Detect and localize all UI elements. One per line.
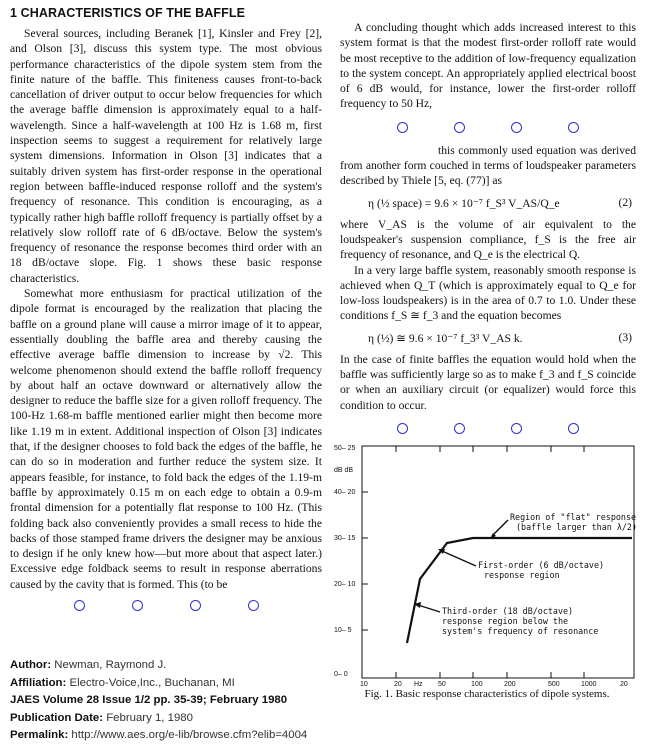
equation-2-number: (2) xyxy=(618,195,632,209)
pubdate-label: Publication Date: xyxy=(10,711,104,724)
section-heading: 1 CHARACTERISTICS OF THE BAFFLE xyxy=(10,6,246,20)
permalink-label: Permalink: xyxy=(10,729,69,741)
annotation-flat-line2: (baffle larger than λ/2) xyxy=(516,522,638,532)
y-tick-label: 20– 10 xyxy=(334,581,356,588)
pubdate-row xyxy=(10,710,340,728)
x-axis-unit: Hz xyxy=(414,681,423,688)
author-label: Author: xyxy=(10,659,52,671)
omission-circle-icon xyxy=(248,600,259,611)
body-paragraph-1: Several sources, including Beranek [1], Kinsler and Frey [2], and Olson [3], discuss this system type. The most obvious performance characteristics of the dipole system stem from the finite nature of the baffle. This finiteness causes front-to-back cancellation of driver output to occur below frequencies for which the average baffle dimension is approximately equal to a half-wavelength. Since a half-wavelength at 100 Hz is 1.68 m, first inspection seems to suggest a requirement for relatively large system dimensions. Information in Olson [3] indicates that a suitably driven system has first-order response in the operational region between baffle-induced response rolloff and the system's frequency of resonance. This condition is encouraging, as a typically rather high baffle rolloff frequency is partially offset by a relatively slow rolloff rate of 6 dB/octave. Below the system's frequency of resonance the response becomes third order with an 18 dB/octave slope. Fig. 1 shows these basic response characteristics. xyxy=(10,27,322,285)
omission-circle-icon xyxy=(397,423,408,434)
equation-2-text: η (½ space) = 9.6 × 10⁻⁷ f_S³ V_AS/Q_e xyxy=(368,196,560,210)
figure-1 xyxy=(332,440,642,740)
body-paragraph-5: where V_AS is the volume of air equivalent to the loudspeaker's suspension compliance, f_S is the free air frequency of resonance, and Q_e is the electrical Q. xyxy=(340,217,636,262)
body-paragraph-4: this commonly used equation was derived from another form couched in terms of loudspeaker parameters described by Thiele [5, eq. (77)] as xyxy=(340,143,636,188)
affiliation-row xyxy=(10,675,340,693)
omitted-text-marker xyxy=(10,600,322,611)
annotation-flat-line1: Region of "flat" response xyxy=(510,512,637,522)
permalink-link[interactable]: http://www.aes.org/e-lib/browse.cfm?elib=4004 xyxy=(71,729,308,741)
annotation-first-order-line2: response region xyxy=(484,570,560,580)
equation-3 xyxy=(340,331,636,345)
y-tick-label: 10– 5 xyxy=(334,627,352,634)
x-tick-label: 10 xyxy=(360,681,368,688)
right-column xyxy=(340,20,636,444)
omission-circle-icon xyxy=(397,122,408,133)
journal-row xyxy=(10,692,340,710)
equation-3-number: (3) xyxy=(618,330,632,344)
equation-2 xyxy=(340,196,636,210)
omission-circle-icon xyxy=(511,122,522,133)
journal-value: JAES Volume 28 Issue 1/2 pp. 35-39; February 1980 xyxy=(10,694,288,706)
y-tick-label: 40– 20 xyxy=(334,489,356,496)
x-tick-marks xyxy=(396,672,584,678)
author-value: Newman, Raymond J. xyxy=(54,659,167,671)
permalink-row xyxy=(10,727,340,745)
body-paragraph-6: In a very large baffle system, reasonably smooth response is achieved when Q_T (which is approximately equal to Q_e for low-loss loudspeakers) is in the area of 0.7 to 1.0. Under these conditions f_S ≅ f_3 and the equation becomes xyxy=(340,263,636,323)
omission-circle-icon xyxy=(568,122,579,133)
x-tick-label: 500 xyxy=(548,681,560,688)
y-tick-label: 50– 25 xyxy=(334,445,356,452)
omission-circle-icon xyxy=(132,600,143,611)
annotation-third-order-arrow xyxy=(414,602,440,612)
annotation-first-order-arrow xyxy=(438,549,476,566)
top-tick-marks xyxy=(396,446,584,452)
annotation-flat-arrow xyxy=(490,520,508,539)
affiliation-value: Electro-Voice,Inc., Buchanan, MI xyxy=(69,676,235,689)
omission-circle-icon xyxy=(74,600,85,611)
body-paragraph-3: A concluding thought which adds increased interest to this system format is that the modest first-order rolloff rate would be most receptive to the addition of low-frequency equalization to the system concept. An appropriately applied electrical boost of 6 dB would, for instance, lower the first-order rolloff frequency to 50 Hz, xyxy=(340,21,636,111)
omission-circle-icon xyxy=(454,122,465,133)
pubdate-value: February 1, 1980 xyxy=(106,711,193,724)
omitted-text-marker xyxy=(340,423,636,434)
body-paragraph-7: In the case of finite baffles the equation would hold when the baffle was sufficiently large so as to make f_3 and f_S coincide or when an auxiliary circuit (or equalizer) would force this condition to occur. xyxy=(340,352,636,412)
y-tick-label: 0– 0 xyxy=(334,671,348,678)
x-tick-label: 20 xyxy=(394,681,402,688)
y-tick-label: 30– 15 xyxy=(334,535,356,542)
citation-metadata xyxy=(10,657,340,745)
author-row xyxy=(10,657,340,675)
annotation-third-order-line1: Third-order (18 dB/octave) xyxy=(442,606,574,616)
x-tick-label: 1000 xyxy=(581,681,597,688)
y-tick-label: dB dB xyxy=(334,467,354,474)
omission-circle-icon xyxy=(511,423,522,434)
equation-3-text: η (½) ≅ 9.6 × 10⁻⁷ f_3³ V_AS k. xyxy=(368,331,523,345)
figure-caption: Fig. 1. Basic response characteristics of dipole systems. xyxy=(364,688,610,700)
omission-circle-icon xyxy=(454,423,465,434)
y-tick-marks xyxy=(362,492,368,630)
x-tick-label: 20 xyxy=(620,681,628,688)
response-chart xyxy=(332,440,642,688)
omitted-text-marker xyxy=(340,122,636,133)
annotation-third-order-line3: system's frequency of resonance xyxy=(442,626,599,636)
x-tick-label: 100 xyxy=(471,681,483,688)
affiliation-label: Affiliation: xyxy=(10,676,67,689)
body-paragraph-2: Somewhat more enthusiasm for practical utilization of the dipole format is encouraged by the realization that placing the baffle on a ground plane will cause a mirror image of it to appear, essentially doubling the baffle area and thereby causing the effective average baffle dimension to increase by √2. This welcome phenomenon should extend the baffle rolloff frequency by about half an octave downward or alternatively allow the designer to reduce the baffle size for a given rolloff frequency. The 100-Hz 1.68-m baffle mentioned earlier might then become more like 1.19 m in extent. Additional inspection of Olson [3] indicates that, if the designer chooses to fold back the edges of the baffle, he can do so in moderation and further reduce the system size. It appears feasible, for instance, to fold back the edges of the 1.19-m baffle by approximately 0.15 m on each edge to obtain a 0.9-m frontal dimension for a potentially flat response to 100 Hz. (This folding back also conveniently provides a small recess to hide the backs of those stamped frame drivers the designer may be anxious to design if he only knew how—but more about that aspect later.) Excessive edge foldback seems to result in response aberrations caused by the cavity that is formed. This (to be xyxy=(10,287,322,591)
left-column xyxy=(10,6,322,621)
x-tick-label: 50 xyxy=(438,681,446,688)
x-tick-label: 200 xyxy=(504,681,516,688)
annotation-third-order-line2: response region below the xyxy=(442,616,569,626)
omission-circle-icon xyxy=(190,600,201,611)
omission-circle-icon xyxy=(568,423,579,434)
annotation-first-order-line1: First-order (6 dB/octave) xyxy=(478,560,605,570)
